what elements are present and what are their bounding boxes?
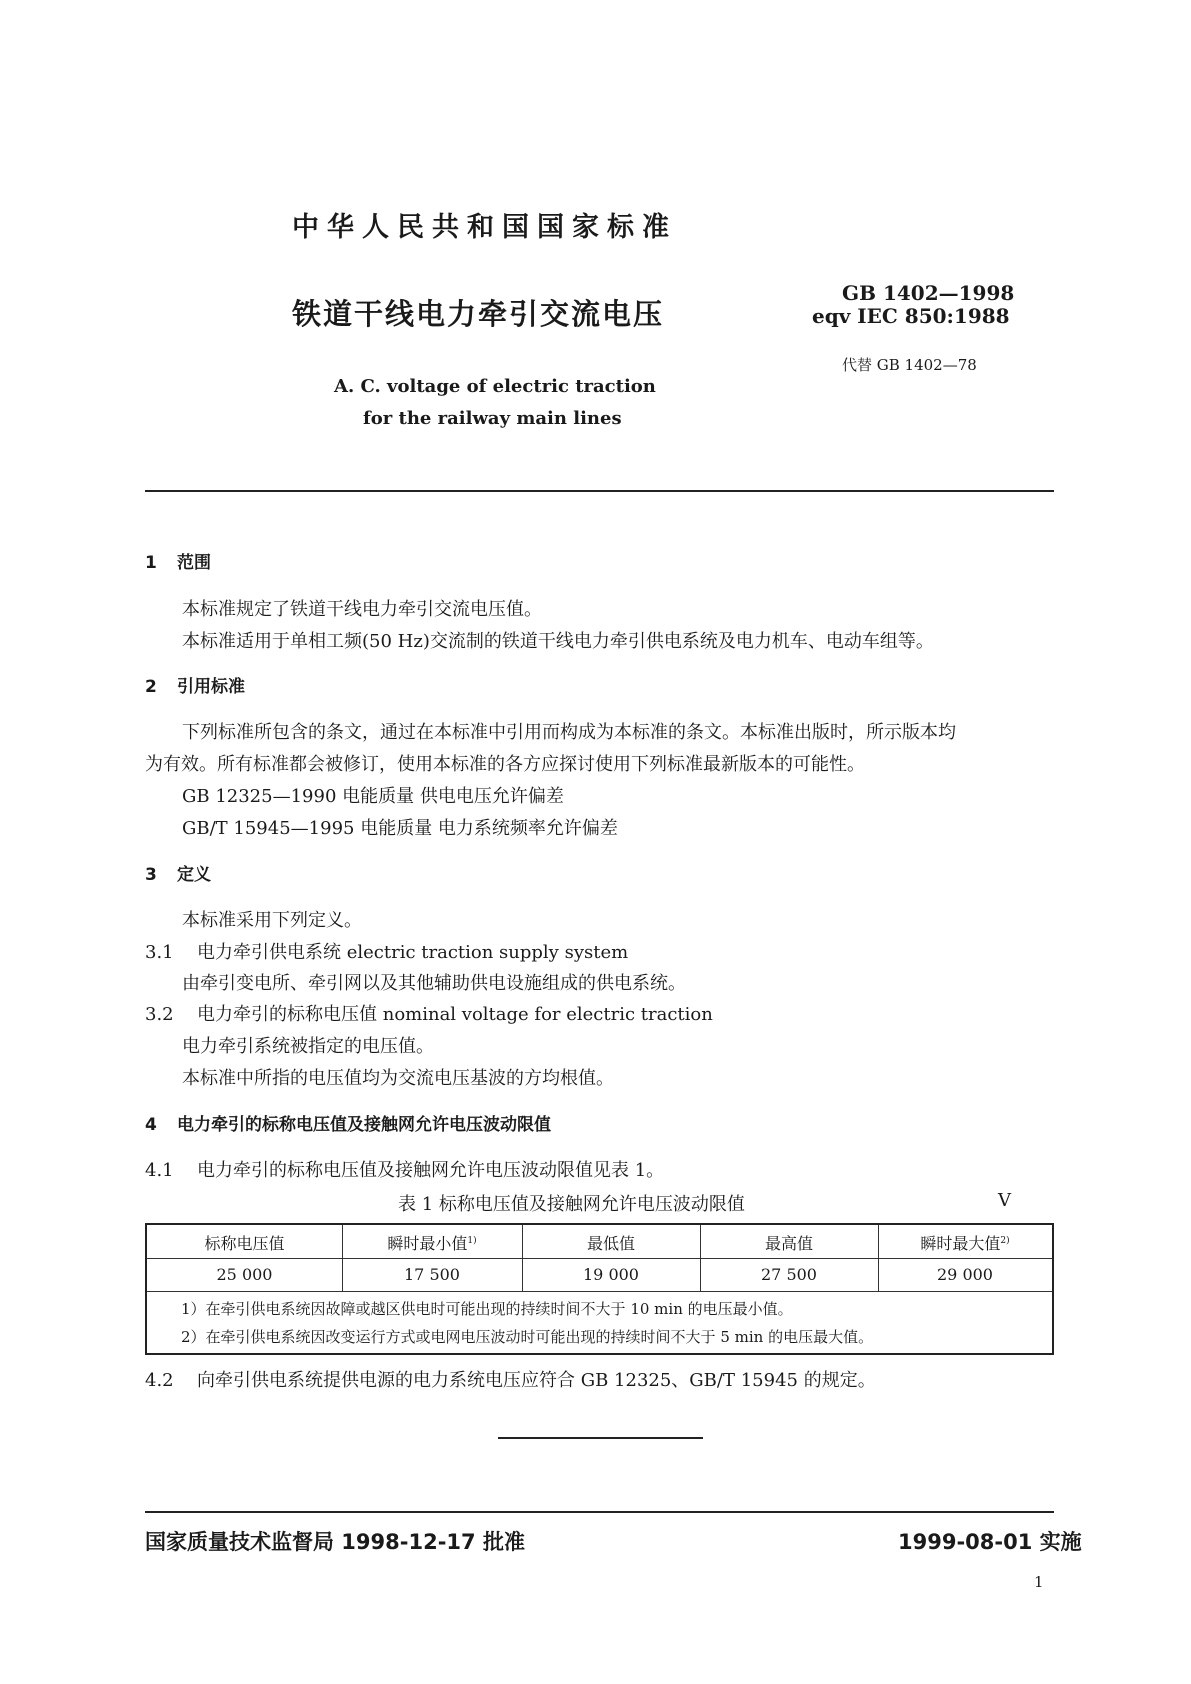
table-header-cell: 瞬时最小值$^{1)}$	[387, 1234, 477, 1253]
english-title-line-2: for the railway main lines	[363, 408, 622, 429]
effective-date: 1999-08-01 实施	[898, 1530, 1082, 1554]
clause-number: 3.2	[145, 1004, 174, 1025]
table-cell: 25 000	[216, 1265, 273, 1284]
clause-number: 4.2	[145, 1370, 174, 1391]
table-header-cell: 最高值	[764, 1234, 813, 1253]
standard-number: GB 1402—1998	[842, 281, 1015, 305]
section-number: 1	[145, 553, 157, 573]
section-2-heading	[145, 672, 245, 697]
section-1-heading	[145, 548, 211, 573]
term: 电力牵引的标称电压值 nominal voltage for electric traction	[197, 1004, 713, 1025]
section-4-heading	[145, 1110, 551, 1135]
clause-text: 向牵引供电系统提供电源的电力系统电压应符合 GB 12325、GB/T 15945 的规定。	[197, 1370, 876, 1391]
paragraph: 本标准采用下列定义。	[182, 910, 362, 931]
table-row-divider	[147, 1291, 1052, 1292]
term: 电力牵引供电系统 electric traction supply system	[197, 942, 629, 963]
reference-item: GB 12325—1990 电能质量 供电电压允许偏差	[182, 786, 564, 807]
section-number: 4	[145, 1115, 157, 1135]
english-title-line-1: A. C. voltage of electric traction	[334, 376, 656, 397]
national-standard-title: 中华人民共和国国家标准	[292, 212, 677, 243]
paragraph: 本标准规定了铁道干线电力牵引交流电压值。	[182, 599, 542, 620]
footer-divider	[145, 1511, 1054, 1513]
definition-3-1-term	[145, 938, 628, 964]
clause-4-1	[145, 1156, 664, 1182]
table-header-cell: 最低值	[586, 1234, 635, 1253]
table-footnote: 2）在牵引供电系统因改变运行方式或电网电压波动时可能出现的持续时间不大于 5 min 的电压最大值。	[181, 1328, 874, 1346]
equivalent-standard: eqv IEC 850:1988	[812, 304, 1010, 328]
replaces-standard: 代替 GB 1402—78	[842, 356, 977, 374]
paragraph: 下列标准所包含的条文，通过在本标准中引用而构成为本标准的条文。本标准出版时，所示版本均	[182, 722, 956, 743]
clause-number: 3.1	[145, 942, 174, 963]
definition-3-2-term	[145, 1000, 713, 1026]
document-title: 铁道干线电力牵引交流电压	[292, 297, 665, 331]
table-cell: 27 500	[761, 1265, 817, 1284]
table-cell: 19 000	[583, 1265, 639, 1284]
clause-number: 4.1	[145, 1160, 174, 1181]
clause-4-2	[145, 1366, 876, 1392]
section-title: 定义	[177, 865, 211, 885]
page-number: 1	[1034, 1573, 1044, 1591]
table-caption: 表 1 标称电压值及接触网允许电压波动限值	[398, 1194, 745, 1215]
table-cell: 17 500	[404, 1265, 460, 1284]
header-divider	[145, 490, 1054, 492]
section-title: 引用标准	[177, 677, 245, 697]
table-unit: V	[998, 1190, 1011, 1211]
definition-note: 本标准中所指的电压值均为交流电压基波的方均根值。	[182, 1068, 614, 1089]
approval-statement: 国家质量技术监督局 1998-12-17 批准	[145, 1530, 525, 1554]
table-header-cell: 瞬时最大值$^{2)}$	[920, 1234, 1010, 1253]
definition-text: 电力牵引系统被指定的电压值。	[182, 1036, 434, 1057]
section-number: 3	[145, 865, 157, 885]
end-divider	[498, 1437, 703, 1439]
table-header-cell: 标称电压值	[204, 1234, 285, 1253]
section-number: 2	[145, 677, 157, 697]
paragraph: 为有效。所有标准都会被修订，使用本标准的各方应探讨使用下列标准最新版本的可能性。	[145, 754, 865, 775]
section-3-heading	[145, 860, 211, 885]
voltage-table	[145, 1223, 1054, 1355]
clause-text: 电力牵引的标称电压值及接触网允许电压波动限值见表 1。	[197, 1160, 665, 1181]
section-title: 范围	[177, 553, 211, 573]
table-footnote: 1）在牵引供电系统因故障或越区供电时可能出现的持续时间不大于 10 min 的电压最小值。	[181, 1300, 793, 1318]
section-title: 电力牵引的标称电压值及接触网允许电压波动限值	[177, 1115, 551, 1135]
definition-text: 由牵引变电所、牵引网以及其他辅助供电设施组成的供电系统。	[182, 973, 686, 994]
paragraph: 本标准适用于单相工频(50 Hz)交流制的铁道干线电力牵引供电系统及电力机车、电动车组等。	[182, 631, 934, 652]
table-cell: 29 000	[937, 1265, 993, 1284]
reference-item: GB/T 15945—1995 电能质量 电力系统频率允许偏差	[182, 818, 618, 839]
